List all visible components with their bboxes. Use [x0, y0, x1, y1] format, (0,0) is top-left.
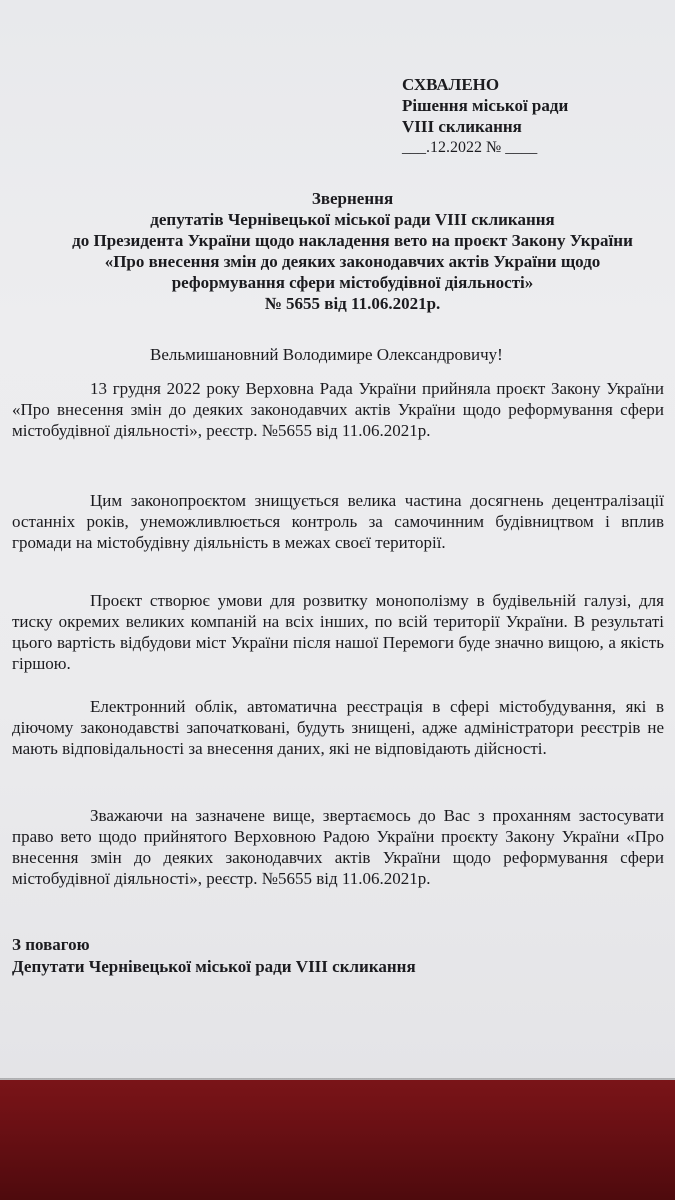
title-line-3: до Президента України щодо накладення вето на проєкт Закону України: [72, 231, 633, 250]
approval-convocation-line: VIII скликання: [402, 117, 522, 136]
document-title: [30, 188, 675, 314]
approval-stamp-block: [402, 74, 652, 158]
title-line-2: депутатів Чернівецької міської ради VIII скликання: [150, 210, 555, 229]
title-line-6: № 5655 від 11.06.2021р.: [264, 294, 441, 313]
paragraph-2: Цим законопроєктом знищується велика частина досягнень децентралізації останніх років, унеможливлюється контроль за самочинним будівництвом і вплив громади на містобудівну діяльність в межах своєї території.: [12, 491, 664, 552]
closing-block: [12, 934, 416, 978]
approval-heading: СХВАЛЕНО: [402, 75, 500, 94]
approval-date-line: ___.12.2022 № ____: [402, 139, 538, 156]
table-surface: [0, 1080, 675, 1200]
paragraph-4: Електронний облік, автоматична реєстрація в сфері містобудування, які в діючому законодавстві започатковані, будуть знищені, адже адміністратори реєстрів не мають відповідальності за внесення даних, які не відповідають дійсності.: [12, 697, 664, 758]
title-line-1: Звернення: [311, 189, 394, 208]
paragraph-5: Зважаючи на зазначене вище, звертаємось до Вас з проханням застосувати право вето щодо прийнятого Верховною Радою України проєкту Закону України «Про внесення змін до деяких законодавчих актів України щодо реформування сфери містобудівної діяльності», реєстр. №5655 від 11.06.2021р.: [12, 806, 664, 888]
closing-signatory: Депутати Чернівецької міської ради VIII скликання: [12, 957, 416, 976]
paragraph-3: Проєкт створює умови для розвитку монополізму в будівельній галузі, для тиску окремих великих компаній на всіх інших, по всій території України. В результаті цього вартість відбудови міст України після нашої Перемоги буде значно вищою, а якість гіршою.: [12, 591, 664, 673]
salutation: Вельмишановний Володимире Олександровичу!: [150, 345, 503, 364]
closing-regards: З повагою: [12, 935, 90, 954]
title-line-5: реформування сфери містобудівної діяльності»: [171, 273, 534, 292]
paragraph-1: 13 грудня 2022 року Верховна Рада України прийняла проєкт Закону України «Про внесення змін до деяких законодавчих актів України щодо реформування сфери містобудівної діяльності», реєстр. №5655 від 11.06.2021р.: [12, 379, 664, 440]
title-line-4: «Про внесення змін до деяких законодавчих актів України щодо: [104, 252, 601, 271]
approval-decision-line: Рішення міської ради: [402, 96, 569, 115]
